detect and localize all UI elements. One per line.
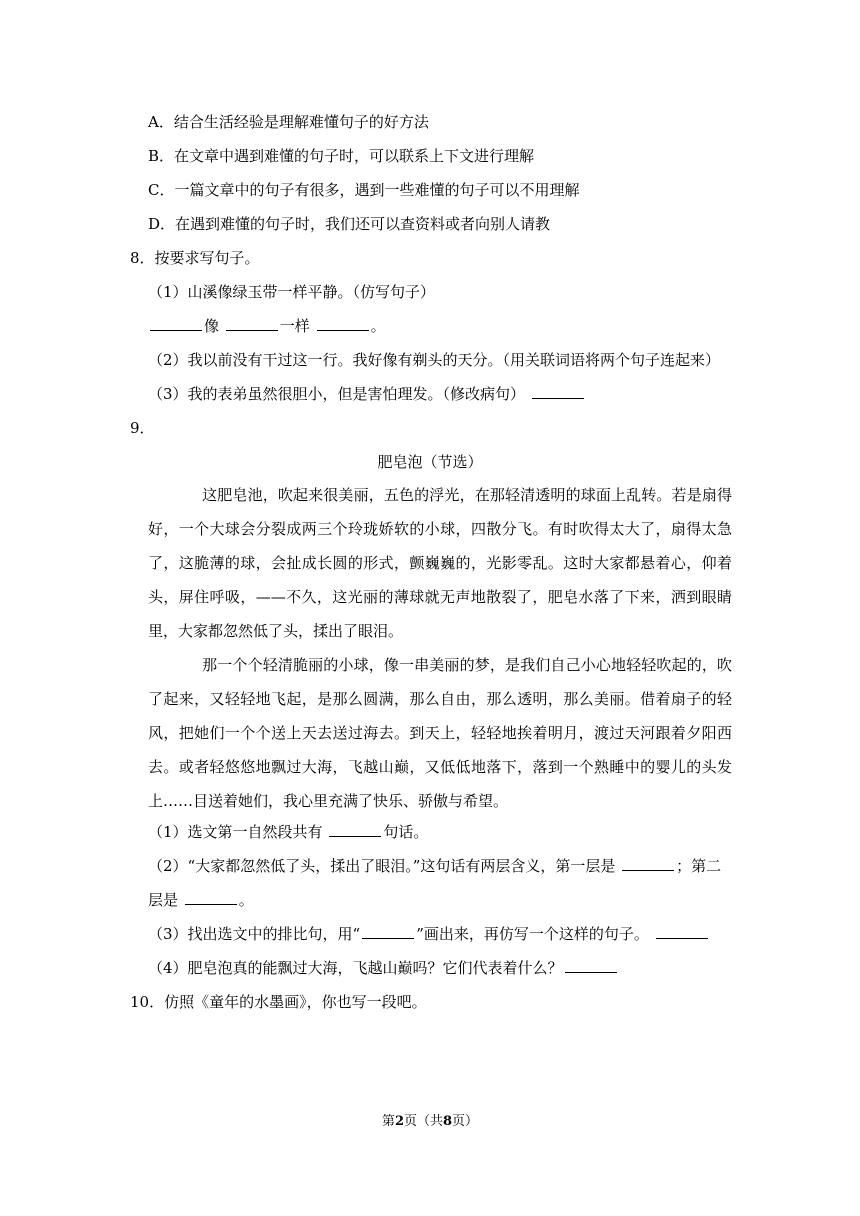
option-d: D．在遇到难懂的句子时，我们还可以查资料或者向别人请教 xyxy=(148,215,551,233)
option-a: A．结合生活经验是理解难懂句子的好方法 xyxy=(148,113,429,131)
q8-sentence-1: （1）山溪像绿玉带一样平静。（仿写句子） xyxy=(148,283,436,301)
q8-fill-line: 像 一样 。 xyxy=(148,316,386,336)
page-footer: 第2页（共8页） xyxy=(381,1114,479,1129)
blank-line[interactable] xyxy=(329,822,381,837)
blank-line[interactable] xyxy=(226,316,278,331)
blank-line[interactable] xyxy=(622,856,674,871)
passage-paragraph-1: 这肥皂池，吹起来很美丽，五色的浮光，在那轻清透明的球面上乱转。若是扇得好，一个大球会分裂成两三个玲珑娇软的小球，四散分飞。有时吹得太大了，扇得太急了，这脆薄的球，会扯成长圆的形式，颤巍巍的，光影零乱。这时大家都悬着心，仰着头，屏住呼吸，——不久，这光丽的薄球就无声地散裂了，肥皂水落了下来，洒到眼睛里，大家都忽然低了头，揉出了眼泪。 xyxy=(148,486,732,640)
q9-sub-3: （3）找出选文中的排比句，用“ ”画出来，再仿写一个这样的句子。 xyxy=(148,924,710,944)
blank-line[interactable] xyxy=(565,958,617,973)
question-9-heading: 9． xyxy=(130,419,155,437)
q9-sub-4: （4）肥皂泡真的能飘过大海，飞越山巅吗？它们代表着什么？ xyxy=(148,958,619,978)
q8-sentence-3: （3）我的表弟虽然很胆小，但是害怕理发。（修改病句） xyxy=(148,384,586,404)
blank-line[interactable] xyxy=(185,890,237,905)
q9-sub-2-cont: 层是 。 xyxy=(148,891,254,909)
blank-line[interactable] xyxy=(150,316,202,331)
option-b: B．在文章中遇到难懂的句子时，可以联系上下文进行理解 xyxy=(148,147,535,165)
blank-line[interactable] xyxy=(532,384,584,399)
question-10: 10．仿照《童年的水墨画》，你也写一段吧。 xyxy=(130,993,427,1011)
passage-title: 肥皂泡（节选） xyxy=(377,453,483,471)
blank-line[interactable] xyxy=(317,316,369,331)
passage-paragraph-2: 那一个个轻清脆丽的小球，像一串美丽的梦，是我们自己小心地轻轻吹起的，吹了起来，又轻轻地飞起，是那么圆满，那么自由，那么透明，那么美丽。借着扇子的轻风，把她们一个个送上天去送过海去。到天上，轻轻地挨着明月，渡过天河跟着夕阳西去。或者轻悠悠地飘过大海，飞越山巅，又低低地落下，落到一个熟睡中的婴儿的头发上……目送着她们，我心里充满了快乐、骄傲与希望。 xyxy=(148,656,732,810)
q9-sub-1: （1）选文第一自然段共有 句话。 xyxy=(148,823,429,841)
blank-line[interactable] xyxy=(656,924,708,939)
blank-line[interactable] xyxy=(362,924,414,939)
question-8-heading: 8．按要求写句子。 xyxy=(130,249,260,267)
q8-sentence-2: （2）我以前没有干过这一行。我好像有剃头的天分。（用关联词语将两个句子连起来） xyxy=(148,351,721,369)
q9-sub-2: （2）“大家都忽然低了头，揉出了眼泪。”这句话有两层含义，第一层是 ；第二 xyxy=(148,857,722,875)
option-c: C．一篇文章中的句子有很多，遇到一些难懂的句子可以不用理解 xyxy=(148,181,580,199)
